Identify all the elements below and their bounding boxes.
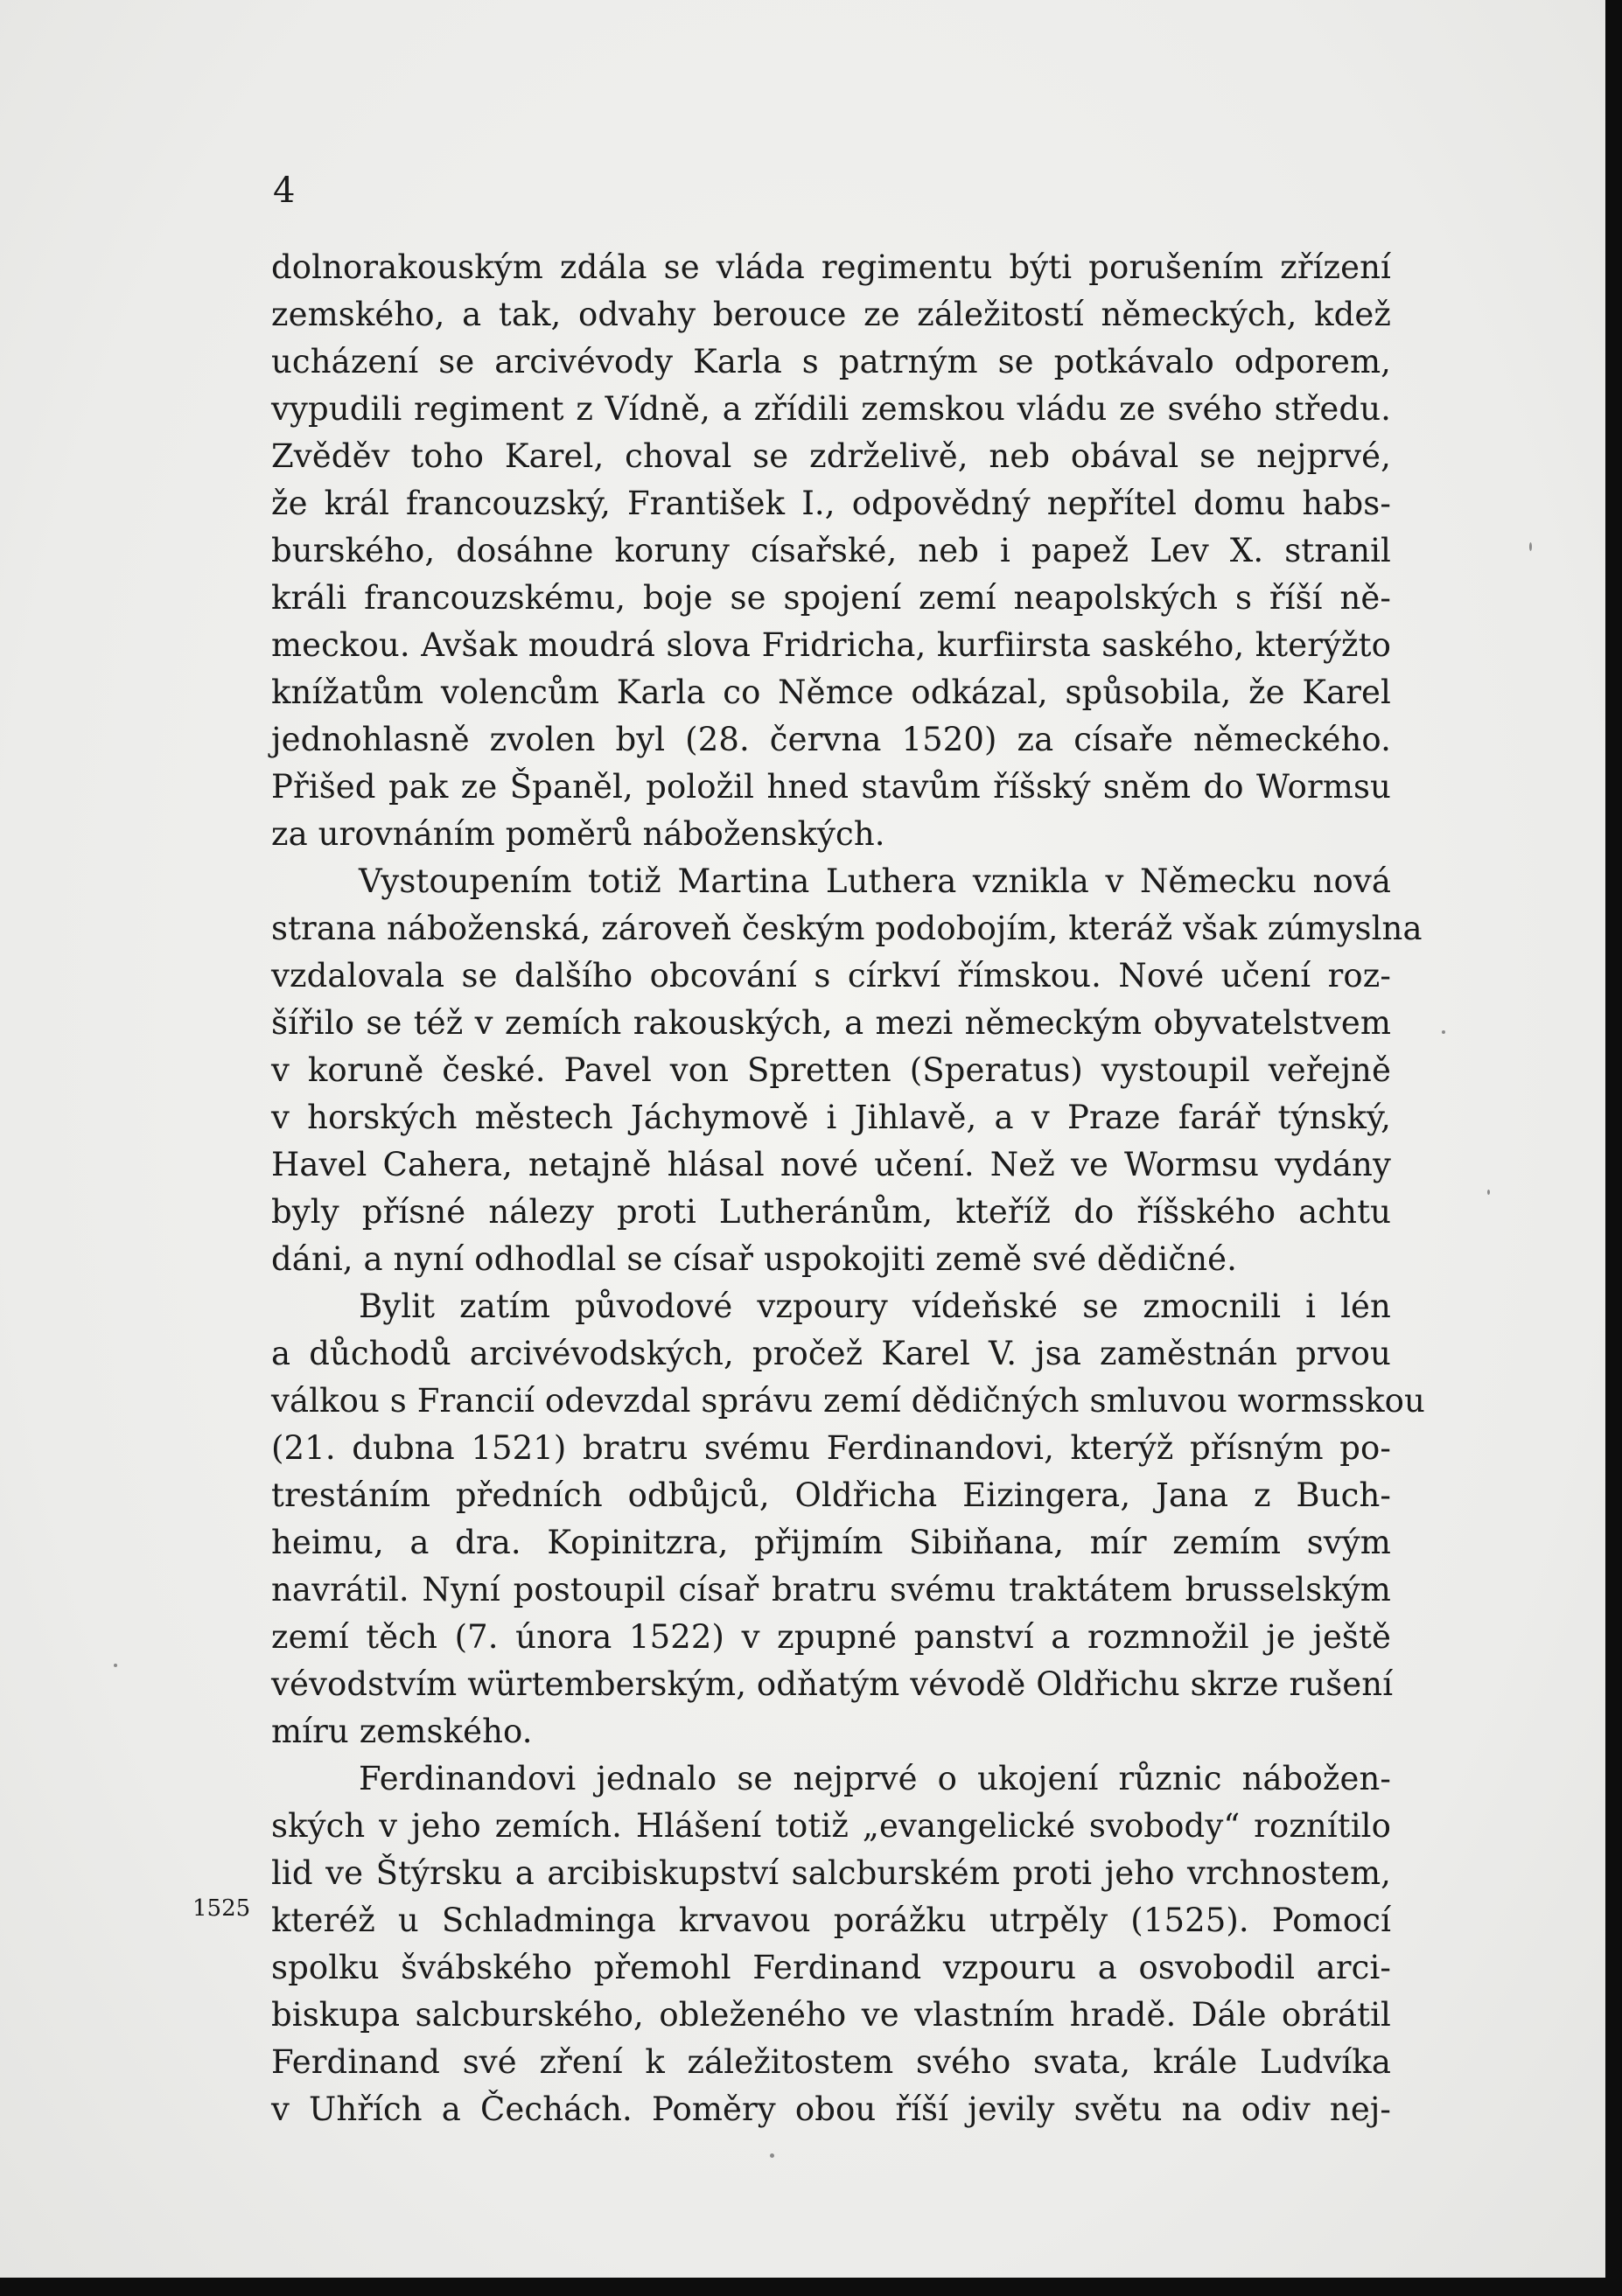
text-line: zemí těch (7. února 1522) v zpupné panství a rozmnožil je ještě [271, 1618, 1391, 1656]
paper-speck [1442, 1030, 1445, 1034]
text-line: spolku švábského přemohl Ferdinand vzpouru a osvobodil arci- [271, 1949, 1391, 1986]
text-line: Ferdinand své zření k záležitostem svého svata, krále Ludvíka [271, 2043, 1391, 2081]
text-line: dáni, a nyní odhodlal se císař uspokojiti země své dědičné. [271, 1240, 1237, 1278]
text-line: králi francouzskému, boje se spojení zemí neapolských s říší ně- [271, 579, 1391, 617]
scan-edge-bottom [0, 2278, 1622, 2296]
margin-year-note: 1525 [192, 1895, 251, 1922]
page-number: 4 [273, 171, 296, 211]
text-line: že král francouzský, František I., odpovědný nepřítel domu habs- [271, 485, 1391, 522]
text-line: Přišed pak ze Španěl, položil hned stavům říšský sněm do Wormsu [271, 768, 1391, 806]
text-line: strana náboženská, zároveň českým podobojím, kteráž však zúmyslna [271, 910, 1423, 947]
text-line: meckou. Avšak moudrá slova Fridricha, kurfiirsta saského, kterýžto [271, 626, 1391, 664]
text-line: šířilo se též v zemích rakouských, a mezi německým obyvatelstvem [271, 1004, 1391, 1042]
text-line: Zvěděv toho Karel, choval se zdrželivě, neb obával se nejprvé, [271, 437, 1391, 475]
text-line: válkou s Francií odevzdal správu zemí dědičných smluvou wormsskou [271, 1382, 1425, 1420]
body-text [271, 245, 1425, 2134]
text-line: v koruně české. Pavel von Spretten (Speratus) vystoupil veřejně [271, 1051, 1391, 1089]
paper-speck [1529, 542, 1532, 551]
text-line: Vystoupením totiž Martina Luthera vznikla v Německu nová [359, 862, 1391, 900]
text-line: byly přísné nálezy proti Lutheránům, kteříž do říšského achtu [271, 1193, 1391, 1231]
paper-speck [770, 2153, 774, 2158]
text-line: za urovnáním poměrů náboženských. [271, 815, 885, 853]
text-line: knížatům volencům Karla co Němce odkázal, spůsobila, že Karel [271, 673, 1391, 711]
text-line: vzdalovala se dalšího obcování s církví římskou. Nové učení roz- [271, 957, 1391, 994]
text-line: navrátil. Nyní postoupil císař bratru svému traktátem brusselským [271, 1571, 1391, 1609]
text-line: v Uhřích a Čechách. Poměry obou říší jevily světu na odiv nej- [271, 2090, 1391, 2128]
text-line: trestáním předních odbůjců, Oldřicha Eizingera, Jana z Buch- [271, 1476, 1391, 1514]
text-line: ucházení se arcivévody Karla s patrným se potkávalo odporem, [271, 343, 1391, 380]
text-line: (21. dubna 1521) bratru svému Ferdinandovi, kterýž přísným po- [271, 1429, 1391, 1467]
text-line: ských v jeho zemích. Hlášení totiž „evangelické svobody“ roznítilo [271, 1807, 1391, 1845]
paper-speck [1487, 1190, 1490, 1195]
paper-speck [114, 1664, 117, 1667]
text-line: míru zemského. [271, 1713, 533, 1750]
text-line: lid ve Štýrsku a arcibiskupství salcburském proti jeho vrchnostem, [271, 1854, 1391, 1892]
scan-edge-right [1605, 0, 1622, 2296]
text-line: burského, dosáhne koruny císařské, neb i papež Lev X. stranil [271, 532, 1391, 569]
text-line: a důchodů arcivévodských, pročež Karel V. jsa zaměstnán prvou [271, 1335, 1391, 1372]
text-line: Bylit zatím původové vzpoury vídeňské se zmocnili i lén [359, 1288, 1391, 1325]
text-line: dolnorakouským zdála se vláda regimentu býti porušením zřízení [271, 248, 1391, 286]
text-line: v horských městech Jáchymově i Jihlavě, a v Praze farář týnský, [271, 1099, 1391, 1136]
text-line: zemského, a tak, odvahy berouce ze záležitostí německých, kdež [271, 296, 1391, 333]
text-line: kteréž u Schladminga krvavou porážku utrpěly (1525). Pomocí [271, 1902, 1391, 1939]
text-line: biskupa salcburského, obleženého ve vlastním hradě. Dále obrátil [271, 1996, 1391, 2034]
text-line: Havel Cahera, netajně hlásal nové učení. Než ve Wormsu vydány [271, 1146, 1391, 1183]
text-line: Ferdinandovi jednalo se nejprvé o ukojení různic nábožen- [359, 1760, 1391, 1797]
text-line: jednohlasně zvolen byl (28. června 1520) za císaře německého. [271, 721, 1391, 758]
text-line: vévodstvím würtemberským, odňatým vévodě Oldřichu skrze rušení [271, 1665, 1394, 1703]
text-line: vypudili regiment z Vídně, a zřídili zemskou vládu ze svého středu. [271, 390, 1391, 428]
text-line: heimu, a dra. Kopinitzra, přijmím Sibiňana, mír zemím svým [271, 1524, 1391, 1561]
